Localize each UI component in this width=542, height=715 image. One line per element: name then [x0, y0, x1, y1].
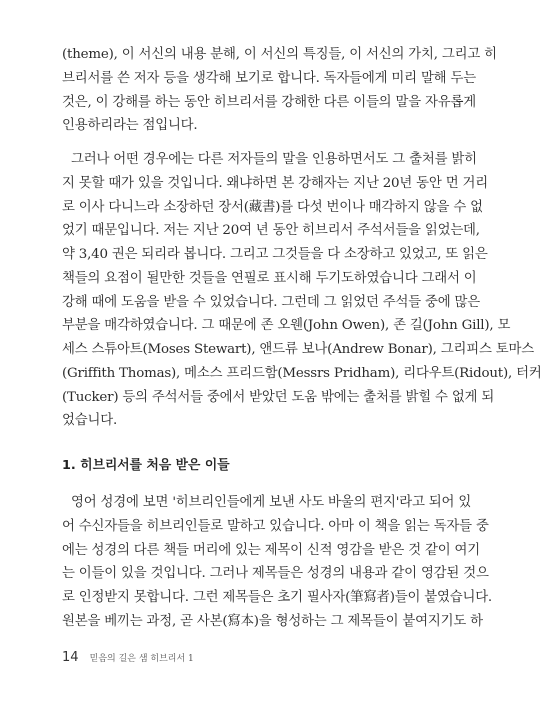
text-line: 로 이사 다니느라 소장하던 장서(藏書)를 다섯 번이나 매각하지 않을 수 없	[62, 199, 483, 215]
text-line: 책들의 요점이 될만한 것들을 연필로 표시해 두기도하였습니다 그래서 이	[62, 270, 477, 286]
text-line: 강해 때에 도움을 받을 수 있었습니다. 그런데 그 읽었던 주석들 중에 많은	[62, 294, 481, 310]
text-line: 그러나 어떤 경우에는 다른 저자들의 말을 인용하면서도 그 출처를 밝히	[71, 152, 477, 167]
page-footer	[62, 648, 194, 667]
text-line: 브리서를 쓴 저자 등을 생각해 보기로 합니다. 독자들에게 미리 말해 두는	[62, 70, 476, 86]
page-number: 14	[62, 650, 79, 665]
text-line: (Tucker) 등의 주석서들 중에서 받았던 도움 밖에는 출처를 밝힐 수 없게 되	[62, 389, 495, 405]
paragraph-theme-intro	[62, 43, 497, 138]
paragraph-recipients	[62, 491, 492, 634]
text-line: 로 인정받지 못합니다. 그런 제목들은 초기 필사자(筆寫者)들이 붙였습니다.	[62, 590, 492, 605]
text-line: 에는 성경의 다른 책들 머리에 있는 제목이 신적 영감을 받은 것 같이 여기	[62, 542, 481, 558]
paragraph-sources	[62, 148, 542, 433]
text-line: 인용하리라는 점입니다.	[62, 118, 198, 134]
text-line: (Griffith Thomas), 메소스 프리드함(Messrs Pridham), 리다우트(Ridout), 터커	[62, 365, 542, 381]
text-line: 었습니다.	[62, 413, 117, 429]
text-line: 지 못할 때가 있을 것입니다. 왜냐하면 본 강해자는 지난 20년 동안 먼 거리	[62, 175, 488, 191]
text-line: 영어 성경에 보면 '히브리인들에게 보낸 사도 바울의 편지'라고 되어 있	[71, 495, 472, 510]
text-line: 어 수신자들을 히브리인들로 말하고 있습니다. 아마 이 책을 읽는 독자들 중	[62, 518, 489, 534]
text-line: 세스 스튜아트(Moses Stewart), 앤드류 보나(Andrew Bonar), 그리피스 토마스	[62, 342, 534, 357]
text-line: (theme), 이 서신의 내용 분해, 이 서신의 특징들, 이 서신의 가치, 그리고 히	[62, 47, 497, 62]
running-title: 믿음의 길은 샘 히브리서 1	[89, 654, 194, 664]
text-line: 약 3,40 권은 되리라 봅니다. 그리고 그것들을 다 소장하고 있었고, 또 읽은	[62, 247, 488, 262]
text-line: 것은, 이 강해를 하는 동안 히브리서를 강해한 다른 이들의 말을 자유롭게	[62, 94, 476, 110]
text-line: 는 이들이 있을 것입니다. 그러나 제목들은 성경의 내용과 같이 영감된 것으	[62, 566, 489, 582]
text-line: 부분을 매각하였습니다. 그 때문에 존 오웬(John Owen), 존 길(John Gill), 모	[62, 318, 511, 334]
text-line: 원본을 베끼는 과정, 곧 사본(寫本)을 형성하는 그 제목들이 붙여지기도 하	[62, 613, 483, 629]
section-heading: 1. 히브리서를 처음 받은 이들	[62, 458, 230, 473]
text-line: 었기 때문입니다. 저는 지난 20여 년 동안 히브리서 주석서들을 읽었는데,	[62, 223, 480, 239]
